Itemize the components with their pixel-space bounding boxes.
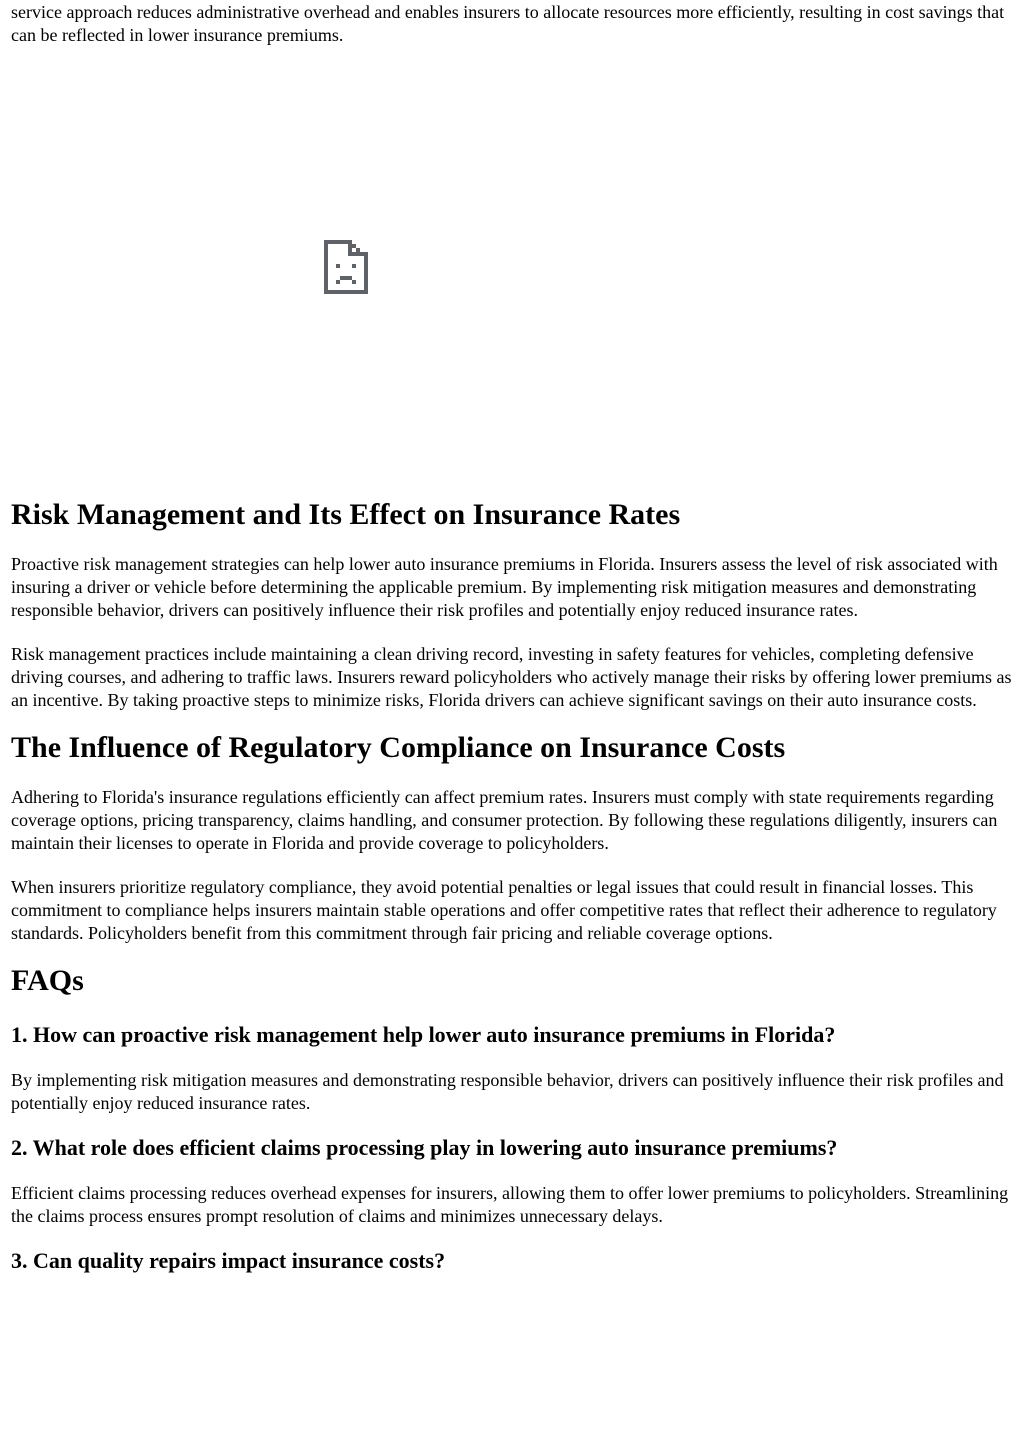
section-risk-management	[11, 497, 1016, 712]
section-paragraph: Risk management practices include maintaining a clean driving record, investing in safety features for vehicles, completing defensive driving courses, and adhering to traffic laws. Insurers reward policyholders who actively manage their risks by offering lower premiums as an incentive. By taking proactive steps to minimize risks, Florida drivers can achieve significant savings on their auto insurance costs.	[11, 644, 1012, 710]
section-paragraph: When insurers prioritize regulatory compliance, they avoid potential penalties or legal issues that could result in financial losses. This commitment to compliance helps insurers maintain stable operations and offer competitive rates that reflect their adherence to regulatory standards. Policyholders benefit from this commitment through fair pricing and reliable coverage options.	[11, 877, 997, 943]
faq-question: 2. What role does efficient claims processing play in lowering auto insurance premiums?	[11, 1135, 838, 1160]
faq-heading: FAQs	[11, 964, 84, 997]
faq-question: 3. Can quality repairs impact insurance costs?	[11, 1248, 446, 1273]
faq-answer: Efficient claims processing reduces overhead expenses for insurers, allowing them to offer lower premiums to policyholders. Streamlining the claims process ensures prompt resolution of claims and minimizes unnecessary delays.	[11, 1183, 1009, 1226]
broken-image	[11, 66, 723, 466]
intro-paragraph: service approach reduces administrative overhead and enables insurers to allocate resources more efficiently, resulting in cost savings that can be reflected in lower insurance premiums.	[11, 2, 1005, 45]
faq-question: 1. How can proactive risk management help lower auto insurance premiums in Florida?	[11, 1022, 836, 1047]
section-paragraph: Adhering to Florida's insurance regulations efficiently can affect premium rates. Insurers must comply with state requirements regarding coverage options, pricing transparency, claims handling, and consumer protection. By following these regulations diligently, insurers can maintain their licenses to operate in Florida and provide coverage to policyholders.	[11, 787, 998, 853]
section-paragraph: Proactive risk management strategies can help lower auto insurance premiums in Florida. Insurers assess the level of risk associated with insuring a driver or vehicle before determining the applicable premium. By implementing risk mitigation measures and demonstrating responsible behavior, drivers can positively influence their risk profiles and potentially enjoy reduced insurance rates.	[11, 554, 998, 620]
broken-image-icon	[324, 240, 368, 294]
faq-answer: By implementing risk mitigation measures and demonstrating responsible behavior, drivers can positively influence their risk profiles and potentially enjoy reduced insurance rates.	[11, 1070, 1004, 1113]
article-body	[11, 497, 1016, 1274]
section-heading: The Influence of Regulatory Compliance on Insurance Costs	[11, 731, 786, 764]
section-heading: Risk Management and Its Effect on Insurance Rates	[11, 498, 681, 531]
section-regulatory-compliance	[11, 730, 1016, 945]
faq-section	[11, 963, 1016, 1274]
